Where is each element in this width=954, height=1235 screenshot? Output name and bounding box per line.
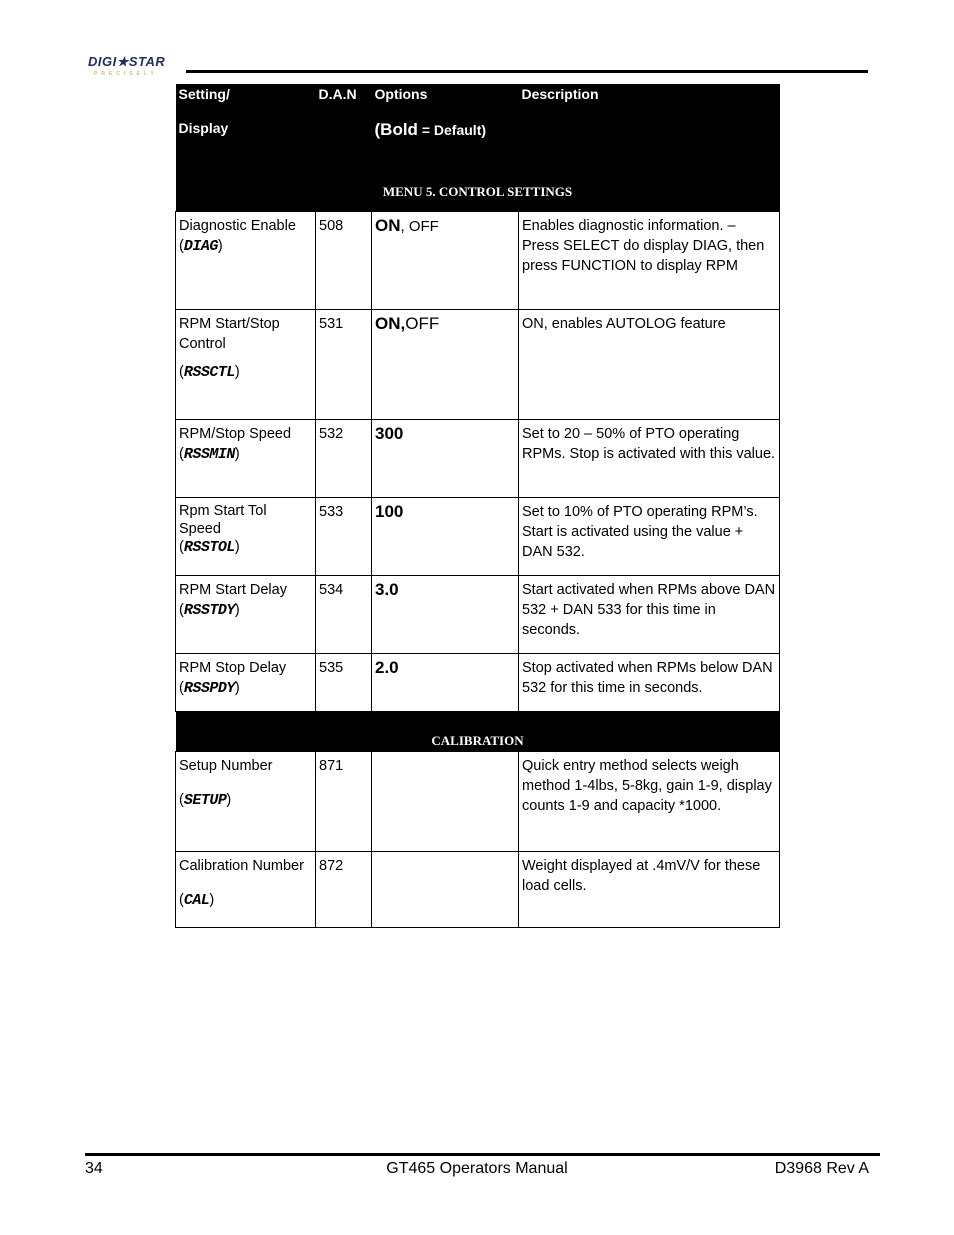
setting-cell: Diagnostic Enable (DIAG) [176,212,316,310]
options-cell [372,852,519,928]
setting-cell: RPM/Stop Speed (RSSMIN) [176,420,316,498]
setting-cell: RPM Stop Delay (RSSPDY) [176,654,316,712]
document-revision: D3968 Rev A [774,1160,869,1177]
setting-cell: Calibration Number (CAL) [176,852,316,928]
default-option: 300 [375,424,404,443]
display-code: RSSCTL [183,364,235,381]
default-option: 3.0 [375,580,399,599]
setting-name: Rpm Start Tol Speed [179,503,267,537]
table-row [176,498,780,576]
default-option: ON [375,216,401,235]
other-options: OFF [405,314,440,333]
table-row [176,654,780,712]
settings-table [175,84,780,928]
header-options [372,84,519,168]
dan-cell: 535 [316,654,372,712]
setting-cell: RPM Start/Stop Control (RSSCTL) [176,310,316,420]
setting-name: Diagnostic Enable [179,218,296,234]
dan-cell: 508 [316,212,372,310]
header-options-label: Options [374,86,428,102]
logo-tagline: PRECISELY [94,71,158,77]
setting-name: Calibration Number [179,858,304,874]
table-row [176,852,780,928]
logo-text: DIGI★STAR [88,54,166,69]
header-rule [186,70,868,73]
dan-cell: 871 [316,752,372,852]
display-code: CAL [183,892,210,909]
display-code: RSSTOL [183,539,235,556]
header-default-note: (Bold = Default) [374,120,487,139]
page-number: 34 [85,1160,103,1177]
header-display-label: Display [178,120,229,136]
options-cell [372,576,519,654]
description-cell: ON, enables AUTOLOG feature [519,310,780,420]
table-row [176,310,780,420]
setting-name: RPM/Stop Speed [179,426,292,442]
options-cell [372,498,519,576]
footer-title: GT465 Operators Manual [386,1160,568,1177]
setting-name: RPM Start Delay [179,582,287,598]
dan-cell: 872 [316,852,372,928]
footer-rule [85,1153,880,1156]
dan-cell: 533 [316,498,372,576]
display-code: RSSMIN [183,446,235,463]
table-header-row [176,84,780,168]
options-cell [372,212,519,310]
table-row [176,212,780,310]
options-cell [372,654,519,712]
description-cell: Stop activated when RPMs below DAN 532 for this time in seconds. [519,654,780,712]
display-code: RSSPDY [183,680,235,697]
setting-cell: RPM Start Delay (RSSTDY) [176,576,316,654]
display-code: RSSTDY [183,602,235,619]
table-row [176,576,780,654]
setting-name: Setup Number [179,758,273,774]
description-cell: Start activated when RPMs above DAN 532 + DAN 533 for this time in seconds. [519,576,780,654]
default-option: 100 [375,502,404,521]
dan-cell: 531 [316,310,372,420]
dan-cell: 532 [316,420,372,498]
display-code: SETUP [183,792,227,809]
description-cell: Enables diagnostic information. – Press SELECT do display DIAG, then press FUNCTION to display RPM [519,212,780,310]
setting-name: RPM Start/Stop Control [179,316,280,352]
table-row [176,420,780,498]
options-cell [372,420,519,498]
setting-cell: Rpm Start Tol Speed (RSSTOL) [176,498,316,576]
default-option: 2.0 [375,658,399,677]
table-row [176,752,780,852]
section-row-calibration [176,712,780,752]
description-cell: Quick entry method selects weigh method 1-4lbs, 5-8kg, gain 1-9, display counts 1-9 and capacity *1000. [519,752,780,852]
header-description: Description [519,84,780,168]
header-setting-display [176,84,316,168]
options-cell [372,310,519,420]
description-cell: Set to 20 – 50% of PTO operating RPMs. Stop is activated with this value. [519,420,780,498]
options-cell [372,752,519,852]
dan-cell: 534 [316,576,372,654]
header-setting-label: Setting/ [178,86,230,102]
setting-cell: Setup Number (SETUP) [176,752,316,852]
display-code: DIAG [183,238,218,255]
section-row-menu5 [176,168,780,212]
setting-name: RPM Stop Delay [179,660,287,676]
description-cell: Set to 10% of PTO operating RPM’s. Start is activated using the value + DAN 532. [519,498,780,576]
section-title-menu5: MENU 5. CONTROL SETTINGS [176,168,780,212]
other-options: , OFF [400,218,439,235]
section-title-calibration: CALIBRATION [176,712,780,752]
digistar-logo [88,54,184,82]
description-cell: Weight displayed at .4mV/V for these load cells. [519,852,780,928]
default-option: ON, [375,314,406,333]
header-dan: D.A.N [316,84,372,168]
